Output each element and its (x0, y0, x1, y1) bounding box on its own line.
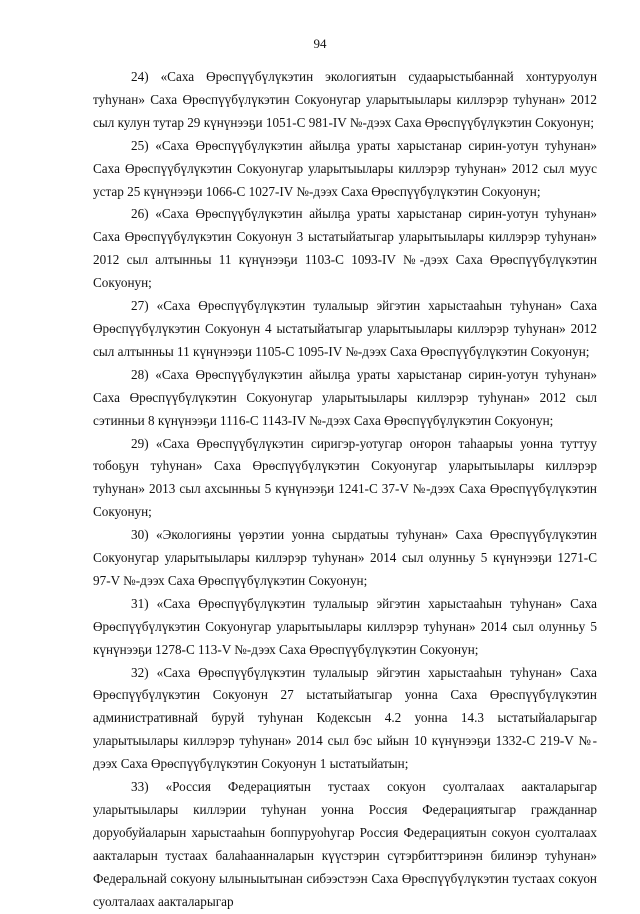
list-item-32: 32) «Саха Өрөспүүбүлүкэтин тулалыыр эйгэтин харыстааһын туһунан» Саха Өрөспүүбүлүкэтин Сокуонун 27 ыстатыйатыгар уонна Саха Өрөспүүбүлүкэтин административнай буруй туһунан Кодексын 4.2 уонна 14.3 ыстатыйаларыгар уларытыылары киллэрэр туһунан» 2014 сыл бэс ыйын 10 күнүнээҕи 1332-С 219-V №-дээх Саха Өрөспүүбүлүкэтин Сокуонун 1 ыстатыйатын; (93, 664, 597, 772)
list-item-29: 29) «Саха Өрөспүүбүлүкэтин сиригэр-уотугар оҥорон таһаарыы уонна туттуу тобоҕун туһунан» Саха Өрөспүүбүлүкэтин Сокуонугар уларытыылары киллэрэр туһунан» 2013 сыл ахсынньы 5 күнүнээҕи 1241-С 37-V №-дээх Саха Өрөспүүбүлүкэтин Сокуонун; (93, 435, 597, 520)
list-item-27: 27) «Саха Өрөспүүбүлүкэтин тулалыыр эйгэтин харыстааһын туһунан» Саха Өрөспүүбүлүкэтин Сокуонун 4 ыстатыйатыгар уларытыылары киллэрэр туһунан» 2012 сыл алтынньы 11 күнүнээҕи 1105-С 1095-IV №-дээх Саха Өрөспүүбүлүкэтин Сокуонун; (93, 298, 597, 359)
body-text (93, 66, 597, 914)
list-item-24: 24) «Саха Өрөспүүбүлүкэтин экологиятын судаарыстыбаннай хонтуруолун туһунан» Саха Өрөспүүбүлүкэтин Сокуонугар уларытыылары киллэрэр туһунан» 2012 сыл кулун тутар 29 күнүнээҕи 1051-С 981-IV №-дээх Саха Өрөспүүбүлүкэтин Сокуонун; (93, 69, 597, 130)
page-number: 94 (313, 36, 327, 51)
list-item-31: 31) «Саха Өрөспүүбүлүкэтин тулалыыр эйгэтин харыстааһын туһунан» Саха Өрөспүүбүлүкэтин Сокуонугар уларытыылары киллэрэр туһунан» 2014 сыл олунньу 5 күнүнээҕи 1278-С 113-V №-дээх Саха Өрөспүүбүлүкэтин Сокуонун; (93, 595, 597, 657)
list-item-26: 26) «Саха Өрөспүүбүлүкэтин айылҕа ураты харыстанар сирин-уотун туһунан» Саха Өрөспүүбүлүкэтин Сокуонун 3 ыстатыйатыгар уларытыылары киллэрэр туһунан» 2012 сыл алтынньы 11 күнүнээҕи 1103-С 1093-IV №-дээх Саха Өрөспүүбүлүкэтин Сокуонун; (93, 206, 597, 291)
list-item-25: 25) «Саха Өрөспүүбүлүкэтин айылҕа ураты харыстанар сирин-уотун туһунан» Саха Өрөспүүбүлүкэтин Сокуонугар уларытыылары киллэрэр туһунан» 2012 сыл муус устар 25 күнүнээҕи 1066-С 1027-IV №-дээх Саха Өрөспүүбүлүкэтин Сокуонун; (93, 137, 597, 199)
list-item-28: 28) «Саха Өрөспүүбүлүкэтин айылҕа ураты харыстанар сирин-уотун туһунан» Саха Өрөспүүбүлүкэтин Сокуонугар уларытыылары киллэрэр туһунан» 2012 сыл сэтинньи 8 күнүнээҕи 1116-С 1143-IV №-дээх Саха Өрөспүүбүлүкэтин Сокуонун; (93, 366, 597, 428)
list-item-30: 30) «Экологияны үөрэтии уонна сырдатыы туһунан» Саха Өрөспүүбүлүкэтин Сокуонугар уларытыылары киллэрэр туһунан» 2014 сыл олунньу 5 күнүнээҕи 1271-С 97-V №-дээх Саха Өрөспүүбүлүкэтин Сокуонун; (93, 527, 597, 588)
list-item-33: 33) «Россия Федерациятын тустаах сокуон суолталаах аакталарыгар уларытыылары киллэрии туһунан уонна Россия Федерациятыгар гражданнар доруобуйаларын харыстааһын боппуруоһугар Россия Федерациятын сокуон суолталаах аакталарын тустаах балаһаанналарын күүстэрин сүтэрбиттэринэн билинэр туһунан» Федеральнай сокуону ылыныытынан сибээстээн Саха Өрөспүүбүлүкэтин тустаах сокуон суолталаах аакталарыгар (93, 779, 597, 909)
